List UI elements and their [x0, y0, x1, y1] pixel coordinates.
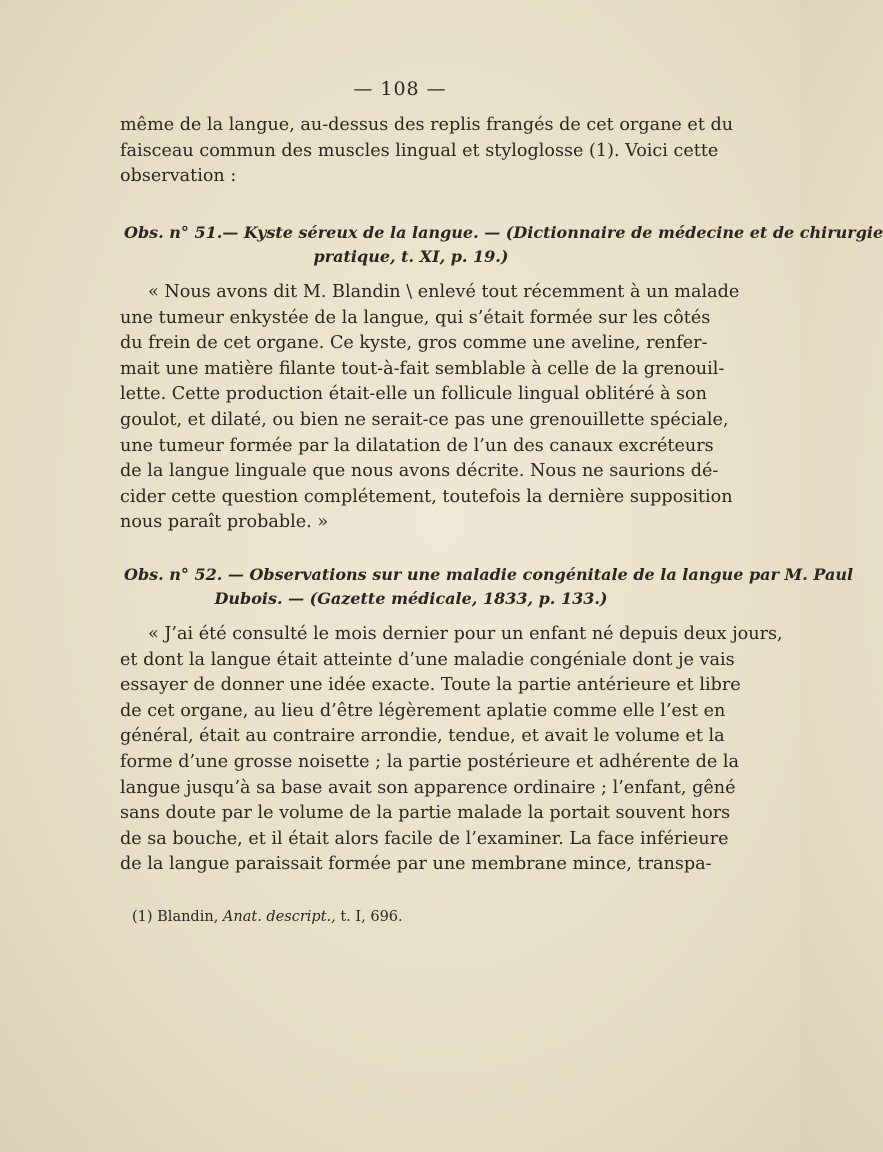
footnote-work: Anat. descript.,	[222, 909, 336, 925]
text-line: langue jusqu’à sa base avait son apparence ordinaire ; l’enfant, gêné	[120, 777, 736, 798]
text-line: nous paraît probable. »	[120, 512, 329, 533]
text-line: sans doute par le volume de la partie malade la portait souvent hors	[120, 803, 731, 824]
observation-source: Dubois. — (Gazette médicale, 1833, p. 133.)	[214, 589, 608, 608]
page-number: — 108 —	[353, 78, 447, 100]
text-line: essayer de donner une idée exacte. Toute la partie antérieure et libre	[120, 675, 741, 696]
heading-line	[124, 245, 698, 269]
text-line: et dont la langue était atteinte d’une maladie congéniale dont je vais	[120, 649, 735, 670]
observation-source: pratique, t. XI, p. 19.)	[313, 247, 509, 266]
text-line: lette. Cette production était-elle un follicule lingual oblitéré à son	[120, 384, 707, 405]
footnote-reference: t. I, 696.	[340, 909, 403, 925]
footnote	[132, 907, 403, 927]
text-line: forme d’une grosse noisette ; la partie postérieure et adhérente de la	[120, 751, 740, 772]
footnote-author: Blandin,	[157, 909, 219, 925]
text-line: de la langue linguale que nous avons décrite. Nous ne saurions dé-	[120, 461, 719, 482]
text-line: observation :	[120, 166, 237, 187]
intro-paragraph	[120, 113, 734, 190]
text-line: « J’ai été consulté le mois dernier pour un enfant né depuis deux jours,	[148, 624, 783, 644]
text-line: même de la langue, au-dessus des replis frangés de cet organe et du	[120, 115, 734, 135]
text-line: général, était au contraire arrondie, tendue, et avait le volume et la	[120, 726, 725, 747]
text-line: de cet organe, au lieu d’être légèrement aplatie comme elle l’est en	[120, 700, 726, 721]
text-line: goulot, et dilaté, ou bien ne serait-ce pas une grenouillette spéciale,	[120, 409, 729, 430]
text-line: mait une matière filante tout-à-fait semblable à celle de la grenouil-	[120, 358, 725, 379]
text-line: « Nous avons dit M. Blandin \ enlevé tout récemment à un malade	[148, 282, 740, 302]
text-line: cider cette question complétement, toutefois la dernière supposition	[120, 486, 733, 507]
observation-title: — Observations sur une maladie congénitale de la langue par M. Paul	[222, 565, 854, 584]
heading-line	[124, 221, 883, 245]
text-line: de sa bouche, et il était alors facile de l’examiner. La face inférieure	[120, 828, 729, 849]
text-line: une tumeur enkystée de la langue, qui s’était formée sur les côtés	[120, 307, 711, 328]
text-line: de la langue paraissait formée par une membrane mince, transpa-	[120, 854, 712, 875]
text-line: faisceau commun des muscles lingual et styloglosse (1). Voici cette	[120, 140, 719, 161]
observation-title: — Kyste séreux de la langue. — (Dictionnaire de médecine et de chirurgie	[222, 223, 883, 242]
heading-line	[124, 563, 854, 587]
heading-line	[124, 587, 698, 611]
observation-label: Obs. n° 51.	[124, 223, 223, 242]
observation-51-heading	[124, 221, 883, 269]
footnote-marker: (1)	[132, 909, 153, 925]
text-line: une tumeur formée par la dilatation de l’un des canaux excréteurs	[120, 435, 714, 456]
observation-label: Obs. n° 52.	[124, 565, 223, 584]
observation-52-heading	[124, 563, 854, 611]
observation-51-quote	[120, 280, 740, 536]
observation-52-quote	[120, 622, 783, 878]
text-line: du frein de cet organe. Ce kyste, gros comme une aveline, renfer-	[120, 333, 708, 354]
